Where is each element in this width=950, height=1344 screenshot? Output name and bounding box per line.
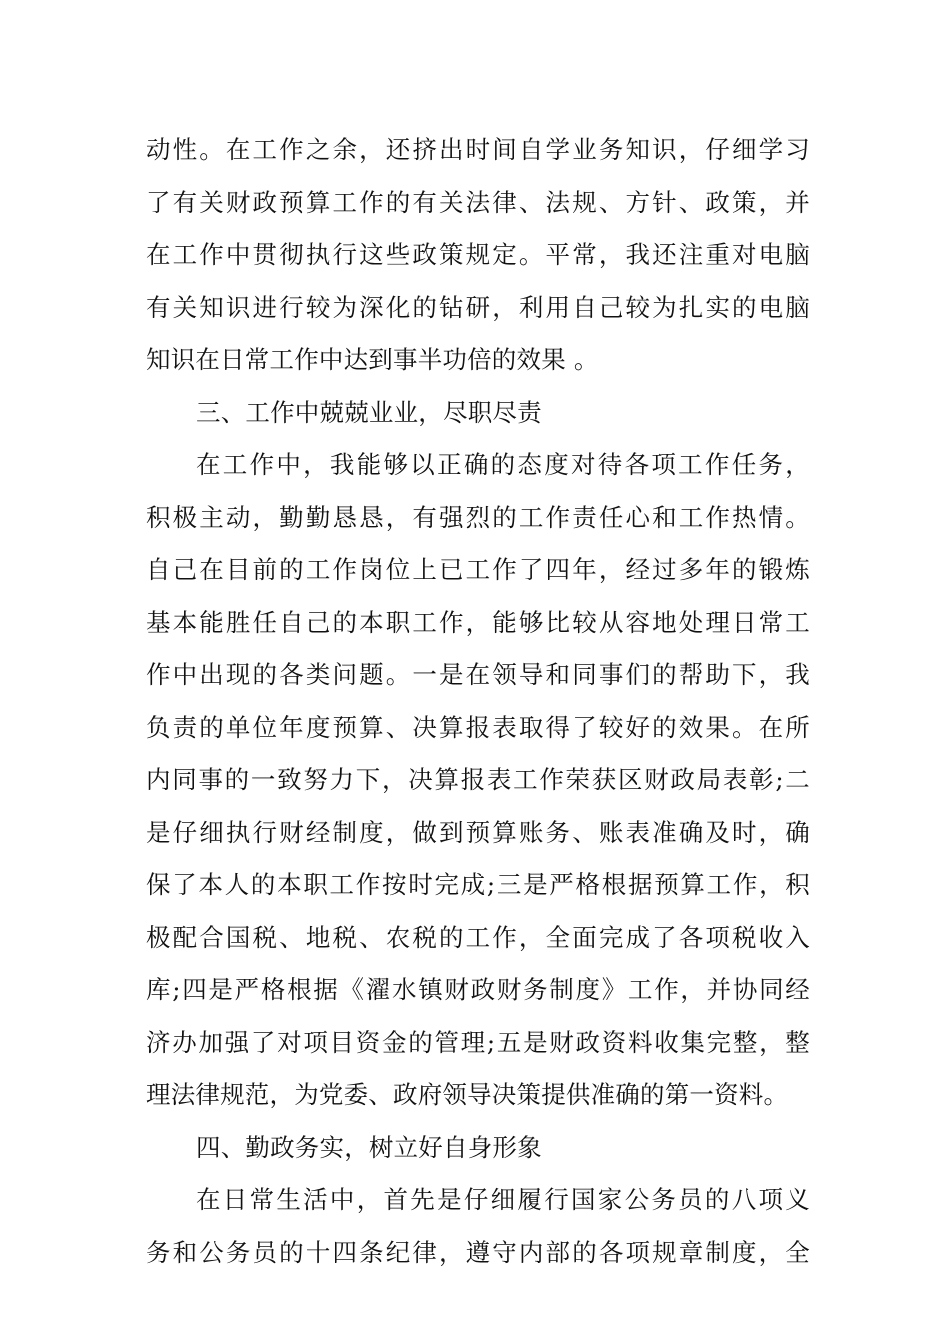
text-line: 在工作中，我能够以正确的态度对待各项工作任务，: [196, 450, 810, 479]
text-line: 有关知识进行较为深化的钻研，利用自己较为扎实的电脑: [146, 292, 810, 322]
text-line: 济办加强了对项目资金的管理;五是财政资料收集完整，整: [146, 1027, 810, 1057]
text-line: 极配合国税、地税、农税的工作，全面完成了各项税收入: [146, 922, 810, 952]
text-line: 积极主动，勤勤恳恳，有强烈的工作责任心和工作热情。: [146, 502, 810, 532]
text-line: 内同事的一致努力下，决算报表工作荣获区财政局表彰;二: [146, 765, 810, 794]
text-line: 负责的单位年度预算、决算报表取得了较好的效果。在所: [146, 712, 810, 742]
section-heading: 三、工作中兢兢业业，尽职尽责: [196, 397, 542, 427]
section-heading: 四、勤政务实，树立好自身形象: [196, 1132, 542, 1162]
text-line: 自己在目前的工作岗位上已工作了四年，经过多年的锻炼: [146, 555, 810, 584]
text-line: 务和公务员的十四条纪律，遵守内部的各项规章制度，全: [146, 1237, 810, 1267]
text-line: 理法律规范，为党委、政府领导决策提供准确的第一资料。: [146, 1080, 789, 1109]
text-line: 在工作中贯彻执行这些政策规定。平常，我还注重对电脑: [146, 240, 810, 269]
text-line: 作中出现的各类问题。一是在领导和同事们的帮助下，我: [146, 660, 810, 689]
text-line: 知识在日常工作中达到事半功倍的效果 。: [146, 345, 599, 374]
text-line: 了有关财政预算工作的有关法律、法规、方针、政策，并: [146, 187, 810, 217]
text-line: 是仔细执行财经制度，做到预算账务、账表准确及时，确: [146, 817, 810, 847]
text-line: 保了本人的本职工作按时完成;三是严格根据预算工作，积: [146, 870, 810, 899]
text-line: 在日常生活中，首先是仔细履行国家公务员的八项义: [196, 1185, 810, 1214]
document-body: [146, 124, 810, 1279]
text-line: 动性。在工作之余，还挤出时间自学业务知识，仔细学习: [146, 135, 810, 164]
text-line: 库;四是严格根据《濯水镇财政财务制度》工作，并协同经: [146, 975, 810, 1004]
text-line: 基本能胜任自己的本职工作，能够比较从容地处理日常工: [146, 607, 810, 637]
